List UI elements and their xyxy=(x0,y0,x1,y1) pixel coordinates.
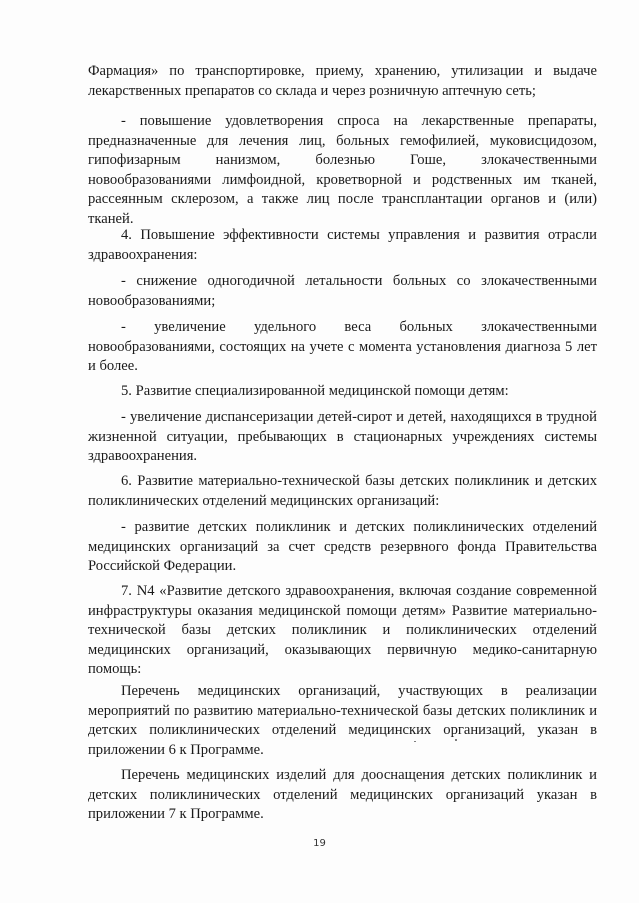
paragraph-organizations-list: Перечень медицинских организаций, участвующих в реализации мероприятий по развитию материально-технической базы детских поликлиник и детских поликлинических отделений медицинских организаций, указан в приложении 6 к Программе. xyxy=(88,683,597,758)
paragraph-heading-7: 7. N4 «Развитие детского здравоохранения, включая создание современной инфраструктуры оказания медицинской помощи детям» Развитие материально-технической базы детских поликлиник и поликлинических отделений медицинских организаций, оказывающих первичную медико-санитарную помощь: xyxy=(88,583,597,678)
paragraph-mortality-reduction: - снижение одногодичной летальности больных со злокачественными новообразованиями; xyxy=(88,273,597,309)
paragraph-devices-list: Перечень медицинских изделий для дооснащения детских поликлиник и детских поликлинических отделений медицинских организаций указан в приложении 7 к Программе. xyxy=(88,767,597,823)
paragraph-heading-5: 5. Развитие специализированной медицинской помощи детям: xyxy=(121,383,509,399)
paragraph-drug-demand: - повышение удовлетворения спроса на лекарственные препараты, предназначенные для лечения лиц, больных гемофилией, муковисцидозом, гипофизарным нанизмом, болезнью Гоше, злокачественными новообразованиями лимфоидной, кроветворной и родственных им тканей, рассеянным склерозом, а также лиц после трансплантации органов и (или) тканей. xyxy=(88,113,597,227)
paragraph-heading-4: 4. Повышение эффективности системы управления и развития отрасли здравоохранения: xyxy=(88,227,597,263)
paragraph-registered-patients: - увеличение удельного веса больных злокачественными новообразованиями, состоящих на учете с момента установления диагноза 5 лет и более. xyxy=(88,319,597,375)
scan-speck xyxy=(455,739,457,741)
paragraph-pharmacy-logistics: Фармация» по транспортировке, приему, хранению, утилизации и выдаче лекарственных препаратов со склада и через розничную аптечную сеть; xyxy=(88,63,597,99)
paragraph-orphan-screening: - увеличение диспансеризации детей-сирот и детей, находящихся в трудной жизненной ситуации, пребывающих в стационарных учреждениях системы здравоохранения. xyxy=(88,409,597,465)
paragraph-heading-6: 6. Развитие материально-технической базы детских поликлиник и детских поликлинических отделений медицинских организаций: xyxy=(88,473,597,509)
page-number: 19 xyxy=(313,838,326,849)
paragraph-reserve-fund: - развитие детских поликлиник и детских поликлинических отделений медицинских организаций за счет средств резервного фонда Правительства Российской Федерации. xyxy=(88,519,597,575)
scan-speck xyxy=(414,741,416,742)
